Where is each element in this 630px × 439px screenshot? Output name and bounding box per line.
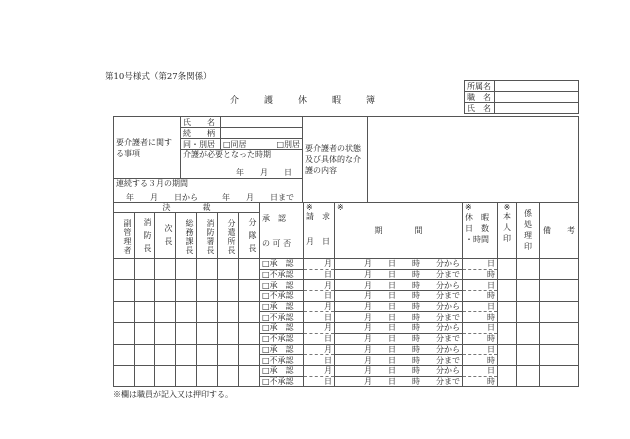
period-from[interactable]: 月 日 時 分から bbox=[335, 259, 463, 270]
leave-hours[interactable]: 時 bbox=[463, 269, 498, 280]
clerk-seal-cell[interactable] bbox=[517, 301, 540, 322]
leave-hours[interactable]: 時 bbox=[463, 355, 498, 366]
position-field[interactable] bbox=[495, 92, 579, 103]
approver-seal-cell[interactable] bbox=[239, 344, 260, 365]
condition-label: 要介護者の状態及び具体的な介護の内容 bbox=[303, 117, 368, 203]
approver-header: 総務課長 bbox=[176, 213, 197, 259]
leave-days[interactable]: 日 bbox=[463, 323, 498, 334]
approver-header: 分隊長 bbox=[239, 213, 260, 259]
request-month[interactable]: 月 bbox=[304, 301, 335, 312]
request-month[interactable]: 月 bbox=[304, 259, 335, 270]
care-recipient-section bbox=[113, 116, 579, 203]
approver-seal-cell[interactable] bbox=[155, 280, 176, 301]
approver-seal-cell[interactable] bbox=[218, 323, 239, 344]
approver-seal-cell[interactable] bbox=[114, 323, 135, 344]
period-from[interactable]: 月 日 時 分から bbox=[335, 280, 463, 291]
approver-seal-cell[interactable] bbox=[155, 259, 176, 280]
approver-seal-cell[interactable] bbox=[218, 344, 239, 365]
approver-header: 消防署長 bbox=[197, 213, 218, 259]
remarks-header: 備 考 bbox=[540, 203, 579, 259]
record-row bbox=[114, 365, 579, 376]
request-day[interactable]: 日 bbox=[304, 333, 335, 344]
reject-checkbox[interactable]: □不承認 bbox=[260, 333, 304, 344]
approver-seal-cell[interactable] bbox=[197, 344, 218, 365]
period-header bbox=[335, 203, 463, 259]
seal-label: 本人印 bbox=[502, 212, 512, 245]
leave-days-label: 休 暇 bbox=[465, 213, 489, 222]
approver-seal-cell[interactable] bbox=[114, 301, 135, 322]
approver-seal-cell[interactable] bbox=[135, 259, 155, 280]
request-day[interactable]: 日 bbox=[304, 312, 335, 323]
self-seal-cell[interactable] bbox=[498, 365, 517, 386]
approver-seal-cell[interactable] bbox=[114, 280, 135, 301]
request-header-top: 請 求 bbox=[306, 212, 330, 221]
period-to[interactable]: 月 日 時 分まで bbox=[335, 291, 463, 302]
remarks-cell[interactable] bbox=[540, 280, 579, 301]
period-from[interactable]: 月 日 時 分から bbox=[335, 344, 463, 355]
approver-seal-cell[interactable] bbox=[114, 259, 135, 280]
condition-field[interactable] bbox=[368, 117, 579, 203]
record-row bbox=[114, 301, 579, 312]
need-period-label: 介護が必要となった時期 bbox=[183, 150, 271, 159]
clerk-seal-cell[interactable] bbox=[517, 323, 540, 344]
reject-checkbox[interactable]: □不承認 bbox=[260, 269, 304, 280]
request-month[interactable]: 月 bbox=[304, 344, 335, 355]
leave-mark: ※ bbox=[465, 203, 472, 212]
approver-seal-cell[interactable] bbox=[218, 301, 239, 322]
request-header bbox=[304, 203, 335, 259]
approver-seal-cell[interactable] bbox=[155, 301, 176, 322]
approver-seal-cell[interactable] bbox=[135, 344, 155, 365]
form-code: 第10号様式（第27条関係） bbox=[105, 72, 212, 82]
leave-header bbox=[463, 203, 498, 259]
cohabit-checkbox[interactable]: □同居 bbox=[223, 139, 247, 149]
approver-seal-cell[interactable] bbox=[176, 344, 197, 365]
seal-header bbox=[498, 203, 517, 259]
remarks-cell[interactable] bbox=[540, 301, 579, 322]
care-recipient-label: 要介護者に関する事項 bbox=[114, 117, 181, 179]
approve-checkbox[interactable]: □承 認 bbox=[260, 323, 304, 334]
record-row bbox=[114, 344, 579, 355]
leave-days[interactable]: 日 bbox=[463, 259, 498, 270]
request-month[interactable]: 月 bbox=[304, 323, 335, 334]
clerk-seal-cell[interactable] bbox=[517, 365, 540, 386]
approve-checkbox[interactable]: □承 認 bbox=[260, 344, 304, 355]
approver-seal-cell[interactable] bbox=[114, 344, 135, 365]
self-seal-cell[interactable] bbox=[498, 259, 517, 280]
leave-records-table bbox=[113, 202, 579, 387]
approver-header: 副管理者 bbox=[114, 213, 135, 259]
reject-checkbox[interactable]: □不承認 bbox=[260, 312, 304, 323]
approver-seal-cell[interactable] bbox=[239, 301, 260, 322]
approver-seal-cell[interactable] bbox=[155, 323, 176, 344]
request-day[interactable]: 日 bbox=[304, 376, 335, 387]
leave-hours[interactable]: 時 bbox=[463, 312, 498, 323]
leave-hours[interactable]: 時 bbox=[463, 333, 498, 344]
reject-checkbox[interactable]: □不承認 bbox=[260, 291, 304, 302]
record-row bbox=[114, 280, 579, 291]
approver-seal-cell[interactable] bbox=[135, 365, 155, 386]
decision-header: 決 裁 bbox=[114, 203, 260, 213]
self-seal-cell[interactable] bbox=[498, 323, 517, 344]
approve-checkbox[interactable]: □承 認 bbox=[260, 280, 304, 291]
staff-info-box bbox=[464, 80, 579, 114]
approver-seal-cell[interactable] bbox=[218, 280, 239, 301]
seal-mark: ※ bbox=[503, 203, 511, 212]
cohabit-options[interactable] bbox=[221, 139, 303, 150]
footnote: ※欄は職員が記入又は押印する。 bbox=[113, 390, 233, 399]
request-day[interactable]: 日 bbox=[304, 269, 335, 280]
period-from[interactable]: 月 日 時 分から bbox=[335, 301, 463, 312]
three-month-cell[interactable] bbox=[114, 179, 303, 203]
period-to[interactable]: 月 日 時 分まで bbox=[335, 355, 463, 366]
recipient-name-field[interactable] bbox=[221, 117, 303, 128]
remarks-cell[interactable] bbox=[540, 259, 579, 280]
affiliation-label: 所属名 bbox=[465, 81, 495, 92]
request-header-bottom: 月 日 bbox=[306, 237, 330, 246]
approve-checkbox[interactable]: □承 認 bbox=[260, 301, 304, 312]
request-month[interactable]: 月 bbox=[304, 365, 335, 376]
leave-time-label: ・時間 bbox=[465, 235, 489, 244]
page-title: 介護休暇簿 bbox=[230, 96, 401, 106]
period-mark: ※ bbox=[337, 203, 344, 212]
period-from[interactable]: 月 日 時 分から bbox=[335, 365, 463, 376]
request-mark: ※ bbox=[306, 203, 313, 212]
relation-field[interactable] bbox=[221, 128, 303, 139]
clerk-seal-cell[interactable] bbox=[517, 344, 540, 365]
approver-seal-cell[interactable] bbox=[239, 280, 260, 301]
leave-hours[interactable]: 時 bbox=[463, 376, 498, 387]
period-to[interactable]: 月 日 時 分まで bbox=[335, 269, 463, 280]
three-month-range: 年 月 日から 年 月 日まで bbox=[126, 193, 294, 202]
name-field[interactable] bbox=[495, 103, 579, 114]
approver-seal-cell[interactable] bbox=[218, 259, 239, 280]
approver-seal-cell[interactable] bbox=[239, 323, 260, 344]
self-seal-cell[interactable] bbox=[498, 280, 517, 301]
name-label: 氏 名 bbox=[465, 103, 495, 114]
leave-days[interactable]: 日 bbox=[463, 301, 498, 312]
approver-seal-cell[interactable] bbox=[176, 259, 197, 280]
leave-days[interactable]: 日 bbox=[463, 365, 498, 376]
remarks-cell[interactable] bbox=[540, 323, 579, 344]
approver-seal-cell[interactable] bbox=[155, 344, 176, 365]
period-from[interactable]: 月 日 時 分から bbox=[335, 323, 463, 334]
cohabit-label: 同・別居 bbox=[181, 139, 221, 150]
approver-seal-cell[interactable] bbox=[197, 280, 218, 301]
clerk-seal-cell[interactable] bbox=[517, 280, 540, 301]
approver-seal-cell[interactable] bbox=[197, 259, 218, 280]
approver-seal-cell[interactable] bbox=[197, 365, 218, 386]
approve-checkbox[interactable]: □承 認 bbox=[260, 259, 304, 270]
approver-seal-cell[interactable] bbox=[135, 280, 155, 301]
approver-seal-cell[interactable] bbox=[135, 323, 155, 344]
approver-seal-cell[interactable] bbox=[176, 280, 197, 301]
approval-header-top: 承 認 bbox=[262, 213, 286, 223]
leave-days[interactable]: 日 bbox=[463, 280, 498, 291]
position-label: 職 名 bbox=[465, 92, 495, 103]
approver-seal-cell[interactable] bbox=[155, 365, 176, 386]
approval-header bbox=[260, 203, 304, 259]
reject-checkbox[interactable]: □不承認 bbox=[260, 376, 304, 387]
clerk-seal-header bbox=[517, 203, 540, 259]
clerk-seal-label: 係処理印 bbox=[523, 208, 533, 253]
reject-checkbox[interactable]: □不承認 bbox=[260, 355, 304, 366]
approver-seal-cell[interactable] bbox=[218, 365, 239, 386]
recipient-name-label: 氏 名 bbox=[181, 117, 221, 128]
leave-hours[interactable]: 時 bbox=[463, 291, 498, 302]
approver-seal-cell[interactable] bbox=[176, 365, 197, 386]
approve-checkbox[interactable]: □承 認 bbox=[260, 365, 304, 376]
affiliation-field[interactable] bbox=[495, 81, 579, 92]
period-to[interactable]: 月 日 時 分まで bbox=[335, 312, 463, 323]
request-day[interactable]: 日 bbox=[304, 291, 335, 302]
approver-seal-cell[interactable] bbox=[197, 301, 218, 322]
request-month[interactable]: 月 bbox=[304, 280, 335, 291]
period-to[interactable]: 月 日 時 分まで bbox=[335, 333, 463, 344]
relation-label: 続 柄 bbox=[181, 128, 221, 139]
leave-days-label-2: 日 数 bbox=[465, 224, 489, 233]
remarks-cell[interactable] bbox=[540, 365, 579, 386]
three-month-label: 連続する３月の期間 bbox=[116, 179, 188, 188]
separate-checkbox[interactable]: □別居 bbox=[276, 139, 300, 149]
need-period-cell[interactable] bbox=[181, 150, 303, 179]
leave-days[interactable]: 日 bbox=[463, 344, 498, 355]
approver-seal-cell[interactable] bbox=[176, 323, 197, 344]
self-seal-cell[interactable] bbox=[498, 301, 517, 322]
period-to[interactable]: 月 日 時 分まで bbox=[335, 376, 463, 387]
record-row bbox=[114, 323, 579, 334]
approver-seal-cell[interactable] bbox=[197, 323, 218, 344]
approver-header: 消防長 bbox=[135, 213, 155, 259]
self-seal-cell[interactable] bbox=[498, 344, 517, 365]
record-row bbox=[114, 259, 579, 270]
need-date: 年 月 日 bbox=[236, 168, 292, 177]
period-label: 期 間 bbox=[374, 226, 423, 235]
approver-seal-cell[interactable] bbox=[176, 301, 197, 322]
request-day[interactable]: 日 bbox=[304, 355, 335, 366]
approver-seal-cell[interactable] bbox=[135, 301, 155, 322]
approver-header: 次長 bbox=[155, 213, 176, 259]
approver-seal-cell[interactable] bbox=[114, 365, 135, 386]
approver-header: 分遣所長 bbox=[218, 213, 239, 259]
approver-seal-cell[interactable] bbox=[239, 365, 260, 386]
approver-seal-cell[interactable] bbox=[239, 259, 260, 280]
clerk-seal-cell[interactable] bbox=[517, 259, 540, 280]
approval-header-bottom: の 可 否 bbox=[262, 238, 292, 248]
remarks-cell[interactable] bbox=[540, 344, 579, 365]
